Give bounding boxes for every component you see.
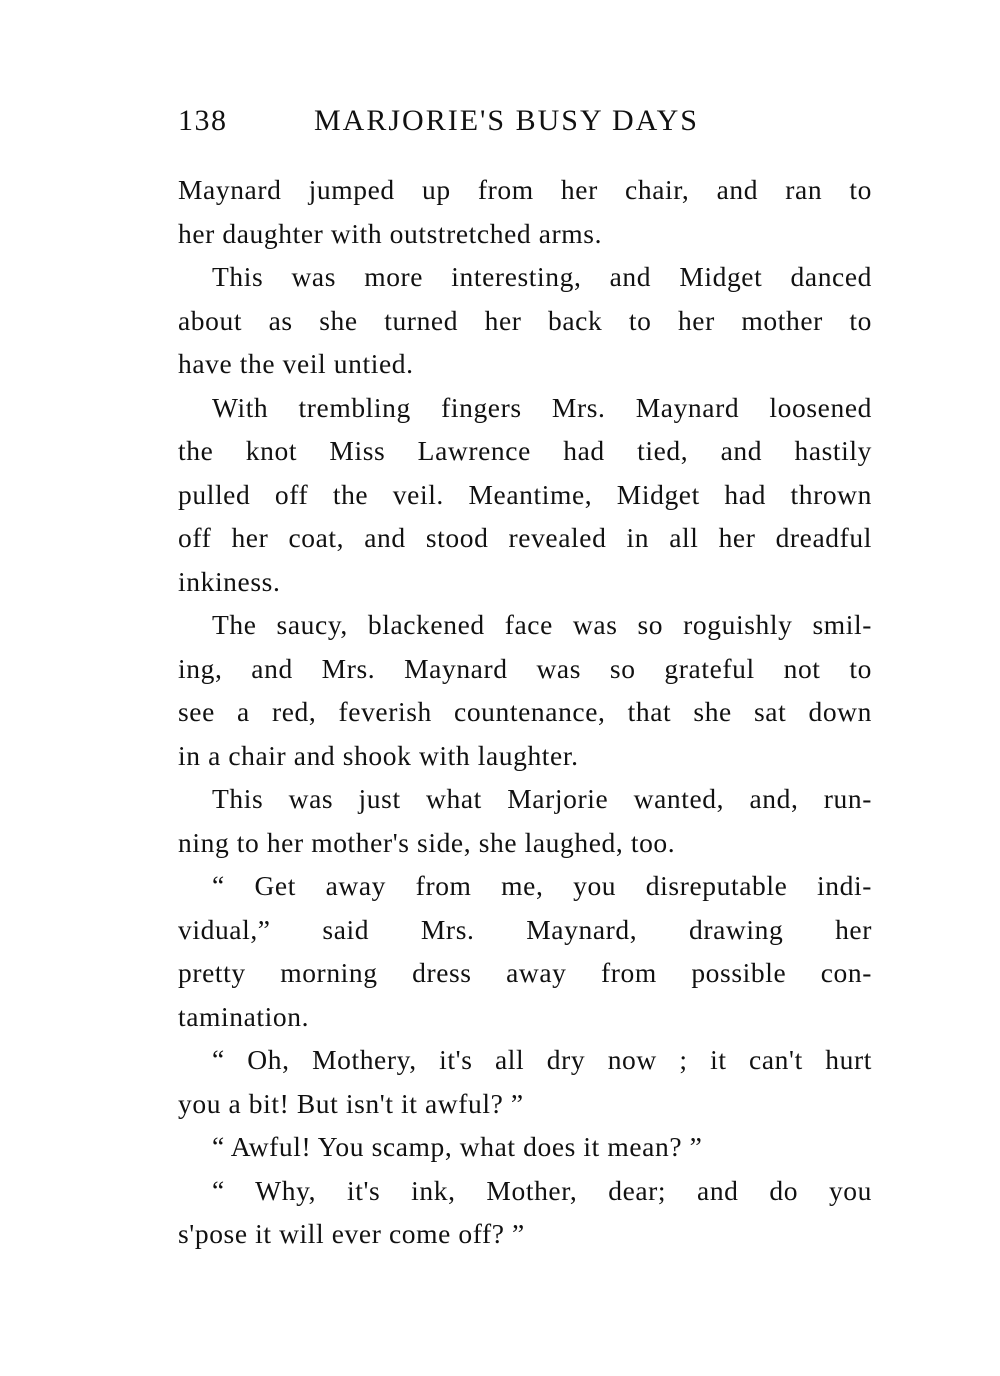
text-line: see a red, feverish countenance, that she sat down bbox=[178, 696, 872, 727]
running-head: MARJORIE'S BUSY DAYS bbox=[314, 104, 699, 137]
text-line: off her coat, and stood revealed in all her dreadful bbox=[178, 522, 872, 553]
text-line: the knot Miss Lawrence had tied, and hastily bbox=[178, 435, 872, 466]
page-number: 138 bbox=[178, 104, 228, 137]
text-line: ning to her mother's side, she laughed, too. bbox=[178, 826, 676, 858]
text-line: about as she turned her back to her mother to bbox=[178, 304, 872, 336]
body-text bbox=[178, 168, 872, 1256]
text-line: her daughter with outstretched arms. bbox=[178, 217, 603, 249]
text-line: This was just what Marjorie wanted, and, run- bbox=[212, 783, 872, 814]
text-line: pretty morning dress away from possible con- bbox=[178, 957, 872, 988]
text-line: have the veil untied. bbox=[178, 348, 414, 379]
text-line: Maynard jumped up from her chair, and ran to bbox=[178, 174, 872, 205]
text-line: The saucy, blackened face was so roguishly smil- bbox=[212, 609, 872, 640]
book-page bbox=[178, 104, 872, 1256]
text-line: inkiness. bbox=[178, 565, 281, 597]
text-line: s'pose it will ever come off? ” bbox=[178, 1218, 525, 1249]
text-line: This was more interesting, and Midget danced bbox=[212, 261, 872, 292]
text-line: pulled off the veil. Meantime, Midget had thrown bbox=[178, 478, 872, 510]
text-line: “ Oh, Mothery, it's all dry now ; it can't hurt bbox=[212, 1044, 872, 1075]
text-line: you a bit! But isn't it awful? ” bbox=[178, 1087, 524, 1119]
text-line: “ Get away from me, you disreputable indi- bbox=[212, 870, 872, 901]
page-header bbox=[178, 104, 872, 148]
text-line: ing, and Mrs. Maynard was so grateful not to bbox=[178, 652, 872, 684]
text-line: With trembling fingers Mrs. Maynard loosened bbox=[212, 391, 872, 423]
text-line: vidual,” said Mrs. Maynard, drawing her bbox=[178, 913, 872, 945]
text-line: tamination. bbox=[178, 1000, 310, 1032]
text-line: “ Awful! You scamp, what does it mean? ” bbox=[212, 1131, 703, 1162]
text-line: in a chair and shook with laughter. bbox=[178, 739, 579, 771]
text-line: “ Why, it's ink, Mother, dear; and do you bbox=[212, 1174, 872, 1206]
